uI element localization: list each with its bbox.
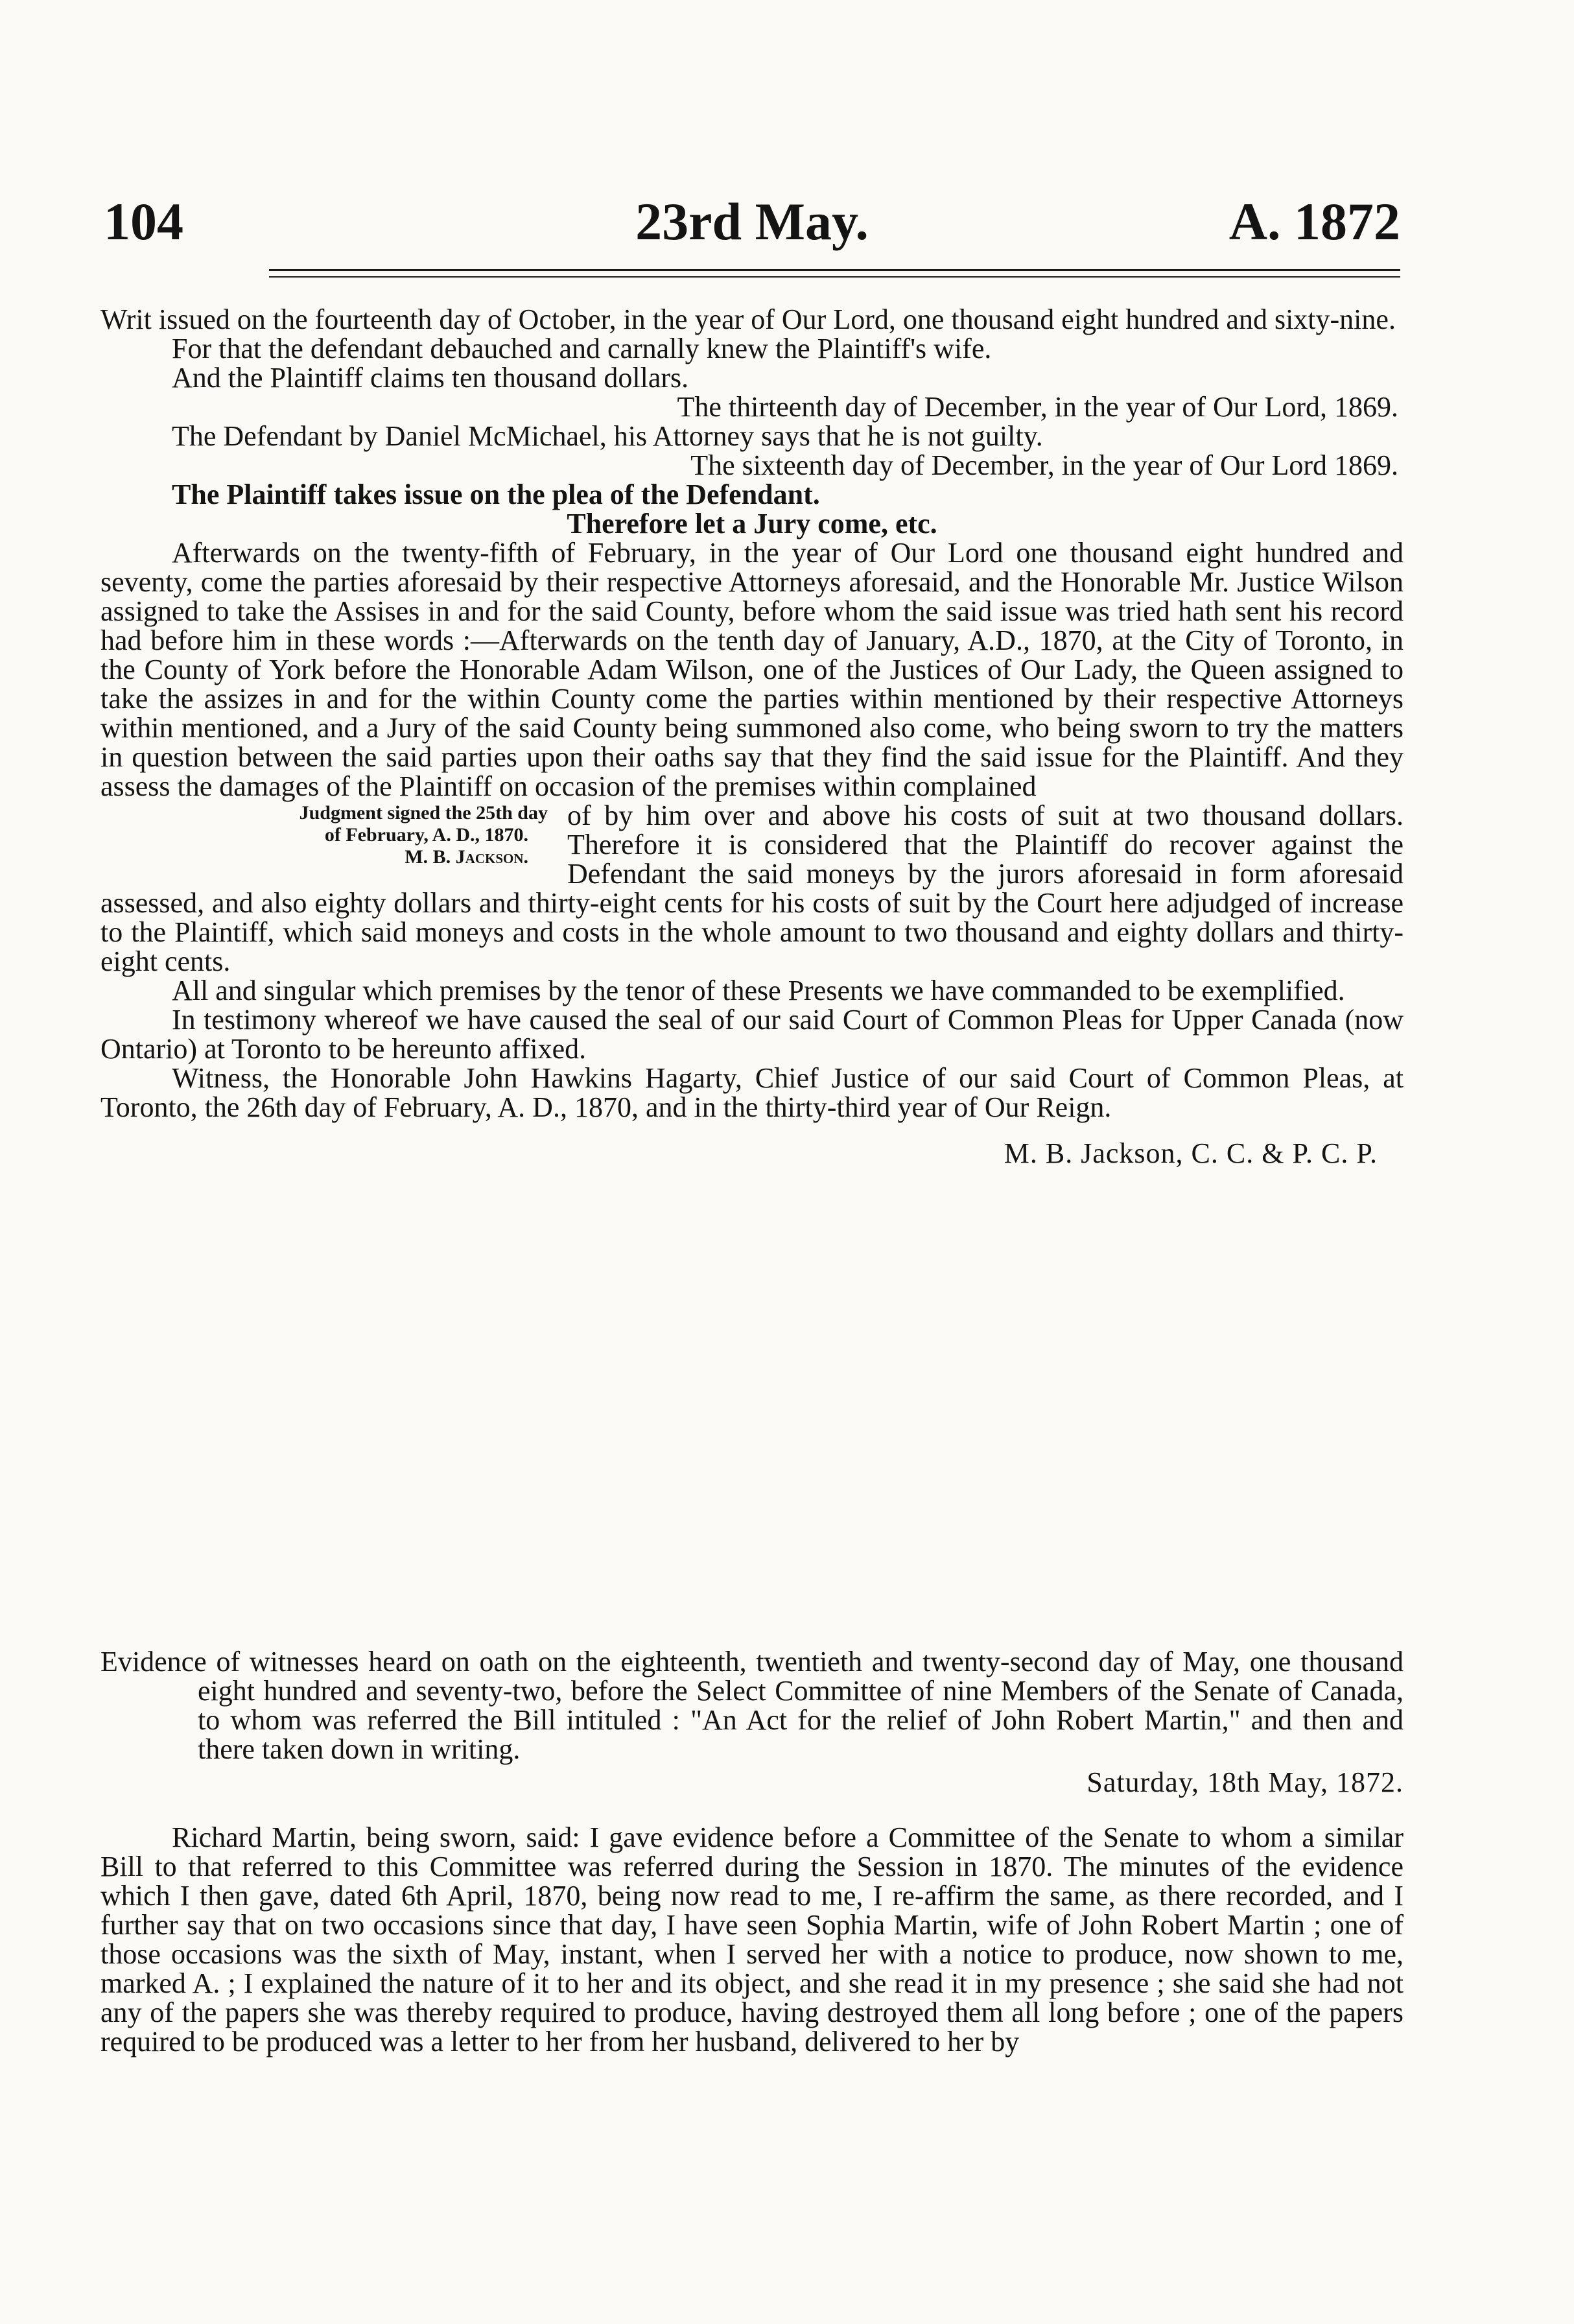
- charge-paragraph: For that the defendant debauched and carnally knew the Plaintiff's wife.: [172, 333, 992, 364]
- testimony-paragraph: In testimony whereof we have caused the seal of our said Court of Common Pleas for Upper Canada (now Ontario) at Toronto to be hereunto affixed.: [100, 1004, 1404, 1065]
- issue-paragraph: The Plaintiff takes issue on the plea of the Defendant.: [172, 479, 820, 510]
- page-header: [104, 191, 1400, 263]
- damages-block: [100, 801, 1404, 976]
- issue-date: The sixteenth day of December, in the year of Our Lord 1869.: [690, 449, 1398, 481]
- session-date: Saturday, 18th May, 1872.: [1087, 1766, 1404, 1798]
- marginal-line-1: Judgment signed the 25th day: [299, 802, 548, 824]
- header-year: A. 1872: [1228, 192, 1400, 251]
- header-rule-thin: [269, 276, 1400, 278]
- evidence-heading: Evidence of witnesses heard on oath on the eighteenth, twentieth and twenty-second day of May, one thousand eight hundred and seventy-two, before the Select Committee of nine Members of the Senate of Canada, to whom was referred the Bill intituled : "An Act for the relief of John Robert Martin," and then and there taken down in writing.: [100, 1646, 1404, 1765]
- header-date: 23rd May.: [635, 192, 869, 251]
- signature-line: M. B. Jackson, C. C. & P. C. P.: [1004, 1137, 1378, 1169]
- exemplified-paragraph: All and singular which premises by the tenor of these Presents we have commanded to be exemplified.: [172, 975, 1345, 1006]
- page-number: 104: [104, 192, 183, 251]
- marginal-line-2: of February, A. D., 1870.: [324, 824, 528, 846]
- claim-paragraph: And the Plaintiff claims ten thousand dollars.: [172, 362, 689, 394]
- damages-paragraph: of by him over and above his costs of suit at two thousand dollars. Therefore it is considered that the Plaintiff do recover against the Defendant the said moneys by the jurors aforesaid in form aforesaid assessed, and also eighty dollars and thirty-eight cents for his costs of suit by the Court here adjudged of increase to the Plaintiff, which said moneys and costs in the whole amount to two thousand and eighty dollars and thirty-eight cents.: [100, 800, 1404, 977]
- plea-paragraph: The Defendant by Daniel McMichael, his Attorney says that he is not guilty.: [172, 420, 1043, 452]
- writ-paragraph: Writ issued on the fourteenth day of October, in the year of Our Lord, one thousand eight hundred and sixty-nine.: [100, 303, 1396, 335]
- marginal-line-3: M. B. Jackson.: [405, 846, 528, 868]
- plea-date: The thirteenth day of December, in the year of Our Lord, 1869.: [677, 391, 1398, 423]
- verdict-paragraph: Afterwards on the twenty-fifth of February, in the year of Our Lord one thousand eight hundred and seventy, come the parties aforesaid by their respective Attorneys aforesaid, and the Honorable Mr. Justice Wilson assigned to take the Assises in and for the said County, before whom the said issue was tried hath sent his record had before him in these words :—Afterwards on the tenth day of January, A.D., 1870, at the City of Toronto, in the County of York before the Honorable Adam Wilson, one of the Justices of Our Lady, the Queen assigned to take the assizes in and for the within County come the parties within mentioned by their respective Attorneys within mentioned, and a Jury of the said County being summoned also come, who being sworn to try the matters in question between the said parties upon their oaths say that they find the said issue for the Plaintiff. And they assess the damages of the Plaintiff on occasion of the premises within complained: [100, 537, 1404, 802]
- witness-paragraph: Witness, the Honorable John Hawkins Hagarty, Chief Justice of our said Court of Common Pleas, at Toronto, the 26th day of February, A. D., 1870, and in the thirty-third year of Our Reign.: [100, 1062, 1404, 1123]
- testimony-martin: Richard Martin, being sworn, said: I gave evidence before a Committee of the Senate to whom a similar Bill to that referred to this Committee was referred during the Session in 1870. The minutes of the evidence which I then gave, dated 6th April, 1870, being now read to me, I re-affirm the same, as there recorded, and I further say that on two occasions since that day, I have seen Sophia Martin, wife of John Robert Martin ; one of those occasions was the sixth of May, instant, when I served her with a notice to produce, now shown to me, marked A. ; I explained the nature of it to her and its object, and she read it in my presence ; she said she had not any of the papers she was thereby required to produce, having destroyed them all long before ; one of the papers required to be produced was a letter to her from her husband, delivered to her by: [100, 1821, 1404, 2057]
- marginal-note: [100, 802, 548, 868]
- record-section: [100, 305, 1404, 1168]
- jury-line: Therefore let a Jury come, etc.: [567, 508, 937, 540]
- evidence-section: [100, 1647, 1404, 2056]
- header-rule: [269, 269, 1400, 271]
